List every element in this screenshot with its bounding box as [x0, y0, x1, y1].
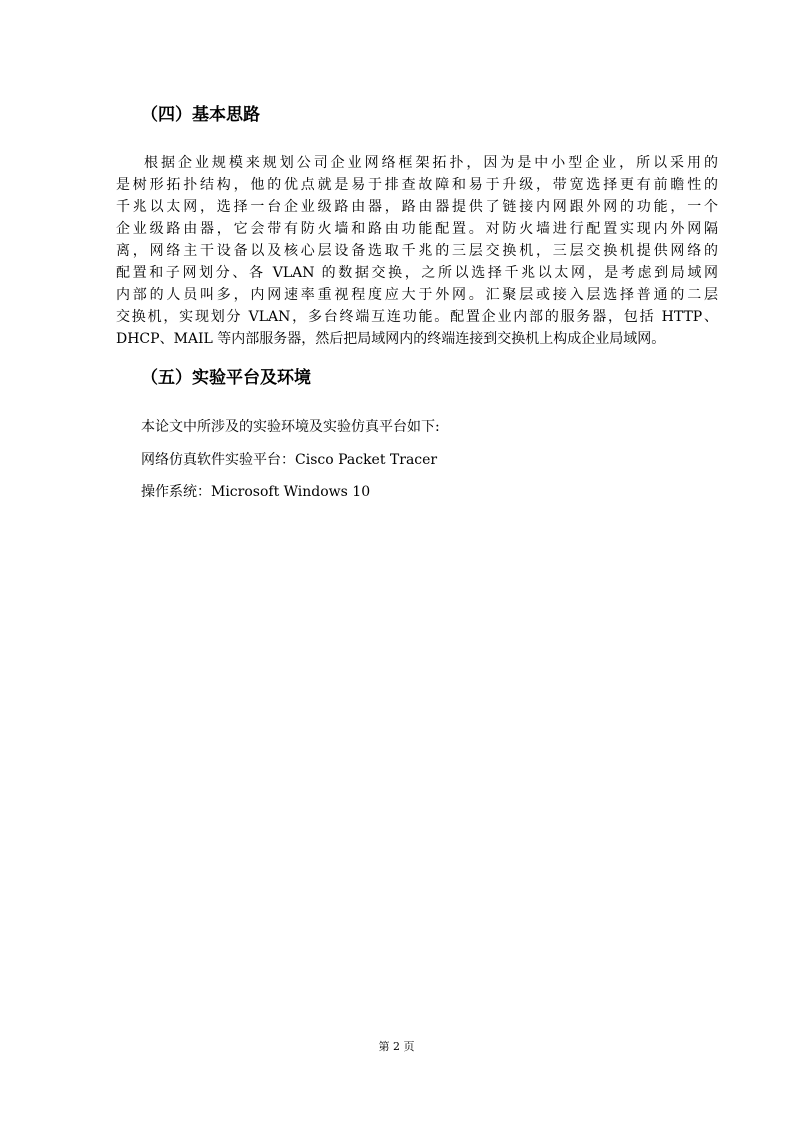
section-4-heading: （四）基本思路: [141, 105, 260, 125]
paragraph-line: 千兆以太网，选择一台企业级路由器，路由器提供了链接内网跟外网的功能，一个: [116, 199, 718, 215]
simulation-platform: 网络仿真软件实验平台：Cisco Packet Tracer: [141, 452, 438, 468]
operating-system: 操作系统：Microsoft Windows 10: [141, 484, 371, 500]
section-5-heading: （五）实验平台及环境: [141, 368, 311, 388]
paragraph-line: 配置和子网划分、各 VLAN 的数据交换，之所以选择千兆以太网，是考虑到局域网: [116, 265, 718, 281]
section-4-paragraph: [116, 152, 718, 350]
environment-intro: 本论文中所涉及的实验环境及实验仿真平台如下:: [141, 419, 440, 435]
paragraph-line: 交换机，实现划分 VLAN，多台终端互连功能。配置企业内部的服务器，包括 HTTP、: [116, 309, 718, 325]
paragraph-line: 根据企业规模来规划公司企业网络框架拓扑，因为是中小型企业，所以采用的: [144, 155, 718, 171]
paragraph-line: 离，网络主干设备以及核心层设备选取千兆的三层交换机，三层交换机提供网络的: [116, 243, 718, 259]
page-number: 第 2 页: [378, 1040, 415, 1053]
paragraph-line: 企业级路由器，它会带有防火墙和路由功能配置。对防火墙进行配置实现内外网隔: [116, 221, 718, 237]
paragraph-line: 是树形拓扑结构，他的优点就是易于排查故障和易于升级，带宽选择更有前瞻性的: [116, 177, 718, 193]
paragraph-line: 内部的人员叫多，内网速率重视程度应大于外网。汇聚层或接入层选择普通的二层: [116, 287, 718, 303]
paragraph-line: DHCP、MAIL 等内部服务器，然后把局域网内的终端连接到交换机上构成企业局域网。: [116, 331, 666, 347]
